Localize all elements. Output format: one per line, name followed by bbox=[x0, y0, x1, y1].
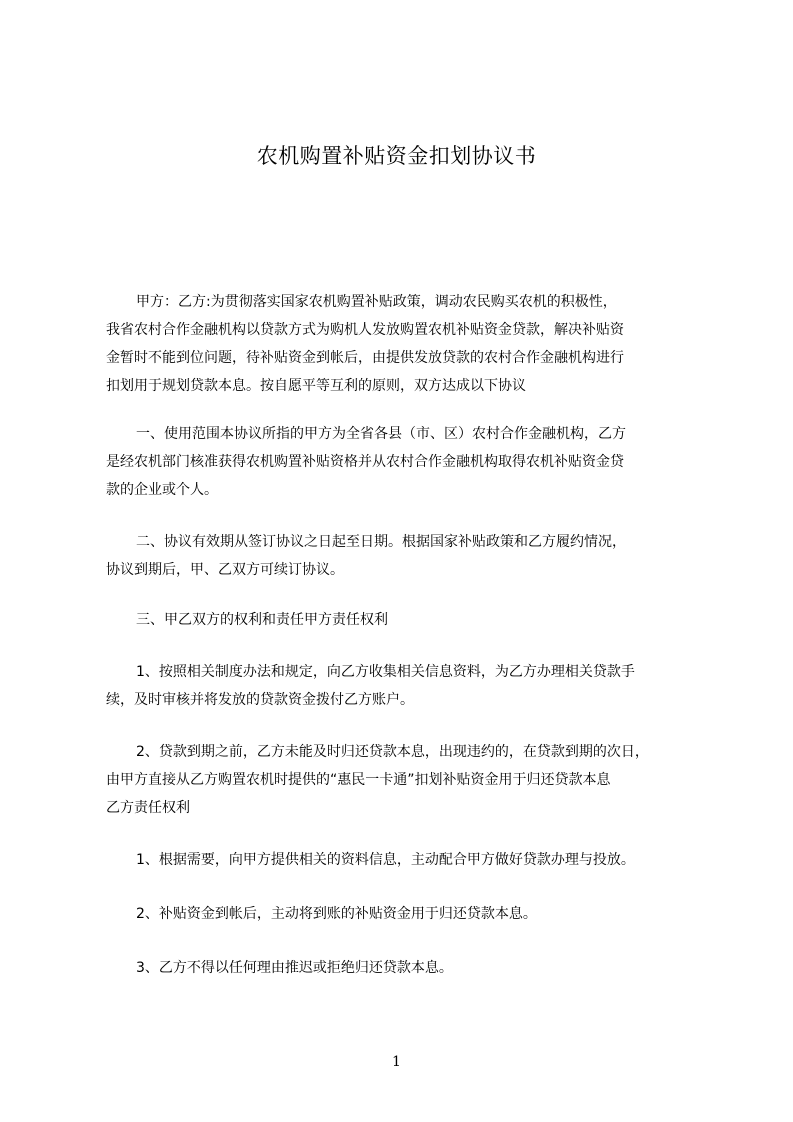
article-2-paragraph bbox=[106, 528, 696, 584]
paragraph-line: 2、补贴资金到帐后，主动将到账的补贴资金用于归还贷款本息。 bbox=[136, 906, 537, 922]
paragraph-line: 二、协议有效期从签订协议之日起至日期。根据国家补贴政策和乙方履约情况， bbox=[136, 534, 626, 550]
paragraph-line: 续，及时审核并将发放的贷款资金拨付乙方账户。 bbox=[106, 692, 414, 708]
paragraph-line: 由甲方直接从乙方购置农机时提供的“惠民一卡通”扣划补贴资金用于归还贷款本息 bbox=[106, 772, 611, 788]
paragraph-line: 款的企业或个人。 bbox=[106, 482, 218, 498]
paragraph-line: 2、贷款到期之前，乙方未能及时归还贷款本息，出现违约的，在贷款到期的次日， bbox=[136, 744, 649, 760]
paragraph-line: 甲方：乙方:为贯彻落实国家农机购置补贴政策，调动农民购买农机的积极性， bbox=[136, 294, 617, 310]
article-3-heading bbox=[106, 606, 696, 634]
paragraph-line: 乙方责任权利 bbox=[106, 800, 190, 816]
paragraph-line: 1、根据需要，向甲方提供相关的资料信息，主动配合甲方做好贷款办理与投放。 bbox=[136, 852, 635, 868]
paragraph-line: 1、按照相关制度办法和规定，向乙方收集相关信息资料，为乙方办理相关贷款手 bbox=[136, 664, 635, 680]
paragraph-line: 扣划用于规划贷款本息。按自愿平等互利的原则，双方达成以下协议 bbox=[106, 378, 526, 394]
paragraph-line: 3、乙方不得以任何理由推迟或拒绝归还贷款本息。 bbox=[136, 960, 453, 976]
party-b-item-2 bbox=[106, 900, 696, 928]
document-title: 农机购置补贴资金扣划协议书 bbox=[256, 144, 537, 168]
intro-paragraph bbox=[106, 288, 696, 400]
paragraph-line: 一、使用范围本协议所指的甲方为全省各县（市、区）农村合作金融机构，乙方 bbox=[136, 426, 626, 442]
paragraph-line: 三、甲乙双方的权利和责任甲方责任权利 bbox=[136, 612, 388, 628]
article-1-paragraph bbox=[106, 420, 696, 504]
paragraph-line: 我省农村合作金融机构以贷款方式为购机人发放购置农机补贴资金贷款，解决补贴资 bbox=[106, 322, 624, 338]
party-a-item-2 bbox=[106, 738, 696, 822]
party-b-item-1 bbox=[106, 846, 696, 874]
page-number: 1 bbox=[392, 1054, 401, 1070]
paragraph-line: 协议到期后，甲、乙双方可续订协议。 bbox=[106, 562, 344, 578]
party-b-item-3 bbox=[106, 954, 696, 982]
paragraph-line: 金暂时不能到位问题，待补贴资金到帐后，由提供发放贷款的农村合作金融机构进行 bbox=[106, 350, 624, 366]
party-a-item-1 bbox=[106, 658, 696, 714]
paragraph-line: 是经农机部门核准获得农机购置补贴资格并从农村合作金融机构取得农机补贴资金贷 bbox=[106, 454, 624, 470]
